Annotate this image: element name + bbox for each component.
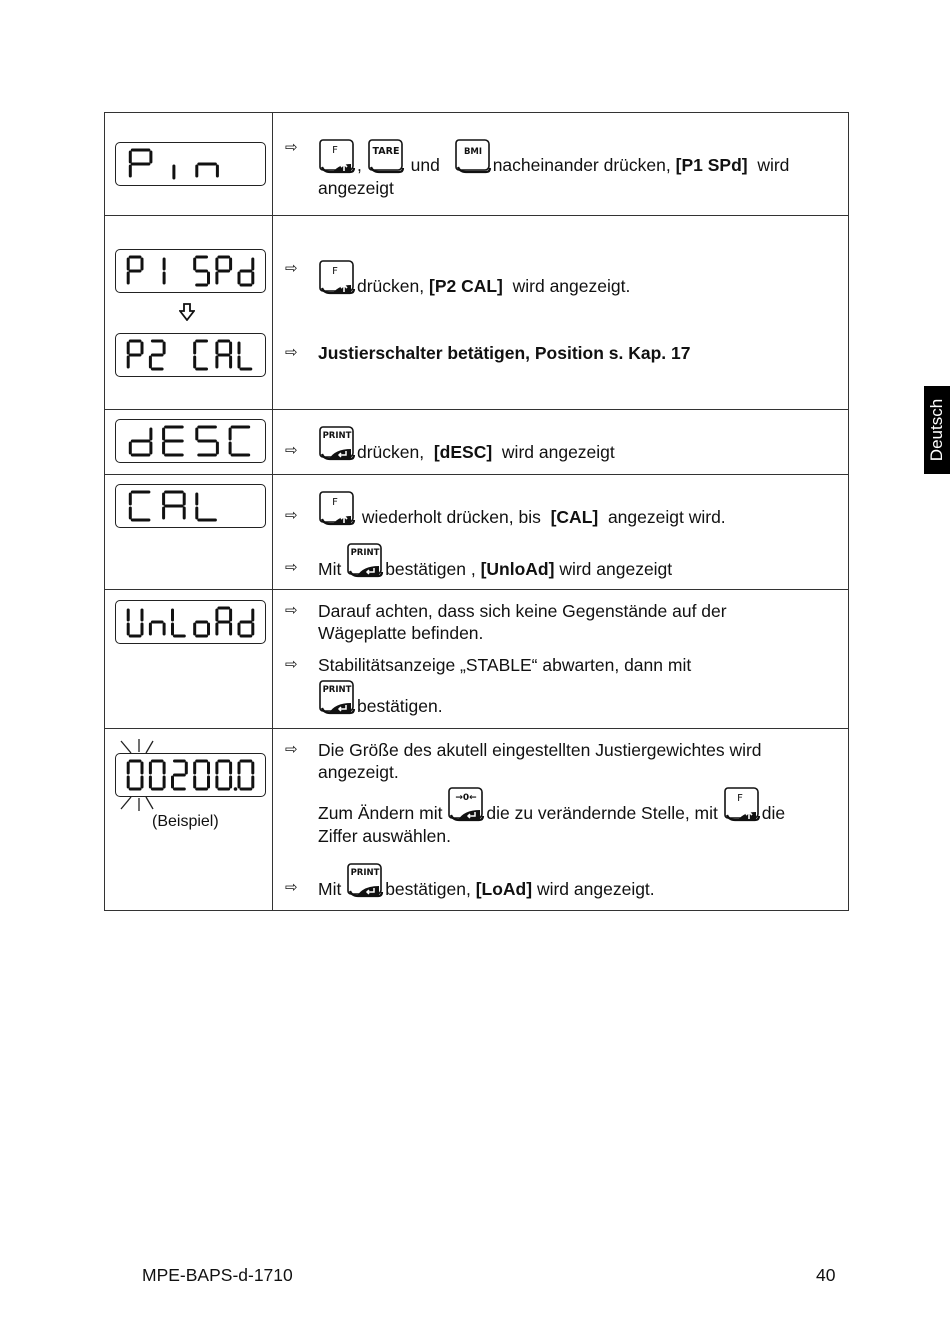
f-key-icon — [319, 489, 356, 529]
table-row — [105, 590, 849, 729]
lcd-display — [115, 419, 266, 463]
language-tab: Deutsch — [924, 386, 950, 474]
svg-text:→0←: →0← — [455, 793, 478, 803]
instruction-line: ⇨ F , TARE und BMI nacheinander drücken, [P1 SPd] wird angezeigt — [285, 139, 790, 198]
svg-text:BMI: BMI — [463, 147, 482, 157]
table-row — [105, 475, 849, 590]
table-row — [105, 410, 849, 475]
arrow-icon: ⇨ — [285, 656, 298, 673]
svg-text:TARE: TARE — [372, 146, 400, 157]
arrow-icon: ⇨ — [285, 442, 298, 459]
document-id: MPE-BAPS-d-1710 — [142, 1265, 293, 1285]
table-row — [105, 216, 849, 410]
example-caption: (Beispiel) — [152, 813, 219, 830]
f-key-icon — [724, 785, 761, 825]
lcd-display — [115, 249, 266, 293]
lcd-display — [115, 753, 266, 797]
instruction-line: ⇨ Mit PRINT bestätigen , [UnloAd] wird angezeigt — [285, 541, 840, 581]
tare-key-icon — [368, 137, 405, 177]
f-key-icon — [319, 258, 356, 298]
instruction-line: Zum Ändern mit →0← die zu verändernde Stelle, mit F die Ziffer auswählen. — [285, 785, 840, 847]
table-row — [105, 729, 849, 911]
lcd-segments — [116, 601, 265, 643]
arrow-icon: ⇨ — [285, 260, 298, 277]
instruction-line: ⇨ Mit PRINT bestätigen, [LoAd] wird angezeigt. — [285, 861, 840, 901]
lcd-segments — [116, 250, 265, 292]
lcd-segments — [116, 485, 265, 527]
lcd-display — [115, 333, 266, 377]
page-number: 40 — [816, 1265, 836, 1285]
instruction-line: ⇨ F wiederholt drücken, bis [CAL] angezeigt wird. — [285, 489, 840, 529]
lcd-segments — [116, 334, 265, 376]
print-key-icon — [347, 541, 384, 581]
print-key-icon — [319, 424, 356, 464]
down-arrow-icon — [179, 303, 195, 321]
arrow-icon: ⇨ — [285, 507, 298, 524]
bmi-key-icon — [455, 137, 492, 177]
instruction-line: ⇨ PRINT drücken, [dESC] wird angezeigt — [285, 424, 840, 464]
f-key-icon — [319, 137, 356, 177]
instruction-line: ⇨ F drücken, [P2 CAL] wird angezeigt. — [285, 260, 631, 296]
print-key-icon — [319, 678, 356, 718]
arrow-icon: ⇨ — [285, 879, 298, 896]
instruction-table — [104, 112, 849, 911]
instruction-line: ⇨ Justierschalter betätigen, Position s. Kap. 17 — [285, 343, 691, 363]
arrow-icon: ⇨ — [285, 602, 298, 619]
svg-text:PRINT: PRINT — [322, 685, 352, 695]
arrow-icon: ⇨ — [285, 741, 298, 758]
lcd-display — [115, 142, 266, 186]
svg-text:F: F — [332, 145, 338, 156]
lcd-segments — [116, 143, 265, 185]
lcd-display — [115, 600, 266, 644]
arrow-icon: ⇨ — [285, 559, 298, 576]
instruction-line: ⇨ Darauf achten, dass sich keine Gegenstände auf der Wägeplatte befinden. — [285, 601, 727, 643]
lcd-display — [115, 484, 266, 528]
lcd-segments — [116, 754, 265, 796]
svg-text:F: F — [736, 793, 743, 804]
arrow-icon: ⇨ — [285, 139, 298, 156]
svg-text:PRINT: PRINT — [322, 431, 352, 441]
instruction-line: ⇨ Die Größe des akutell eingestellten Justiergewichtes wird angezeigt. — [285, 740, 762, 782]
svg-text:PRINT: PRINT — [350, 548, 380, 558]
svg-text:F: F — [332, 266, 338, 277]
svg-text:PRINT: PRINT — [350, 868, 380, 878]
table-row — [105, 113, 849, 216]
print-key-icon — [347, 861, 384, 901]
lcd-segments — [116, 420, 265, 462]
instruction-line: ⇨ Stabilitätsanzeige „STABLE“ abwarten, dann mit PRINT bestätigen. — [285, 655, 692, 716]
svg-text:F: F — [332, 497, 338, 508]
arrow-icon: ⇨ — [285, 344, 298, 361]
zero-key-icon — [448, 785, 485, 825]
